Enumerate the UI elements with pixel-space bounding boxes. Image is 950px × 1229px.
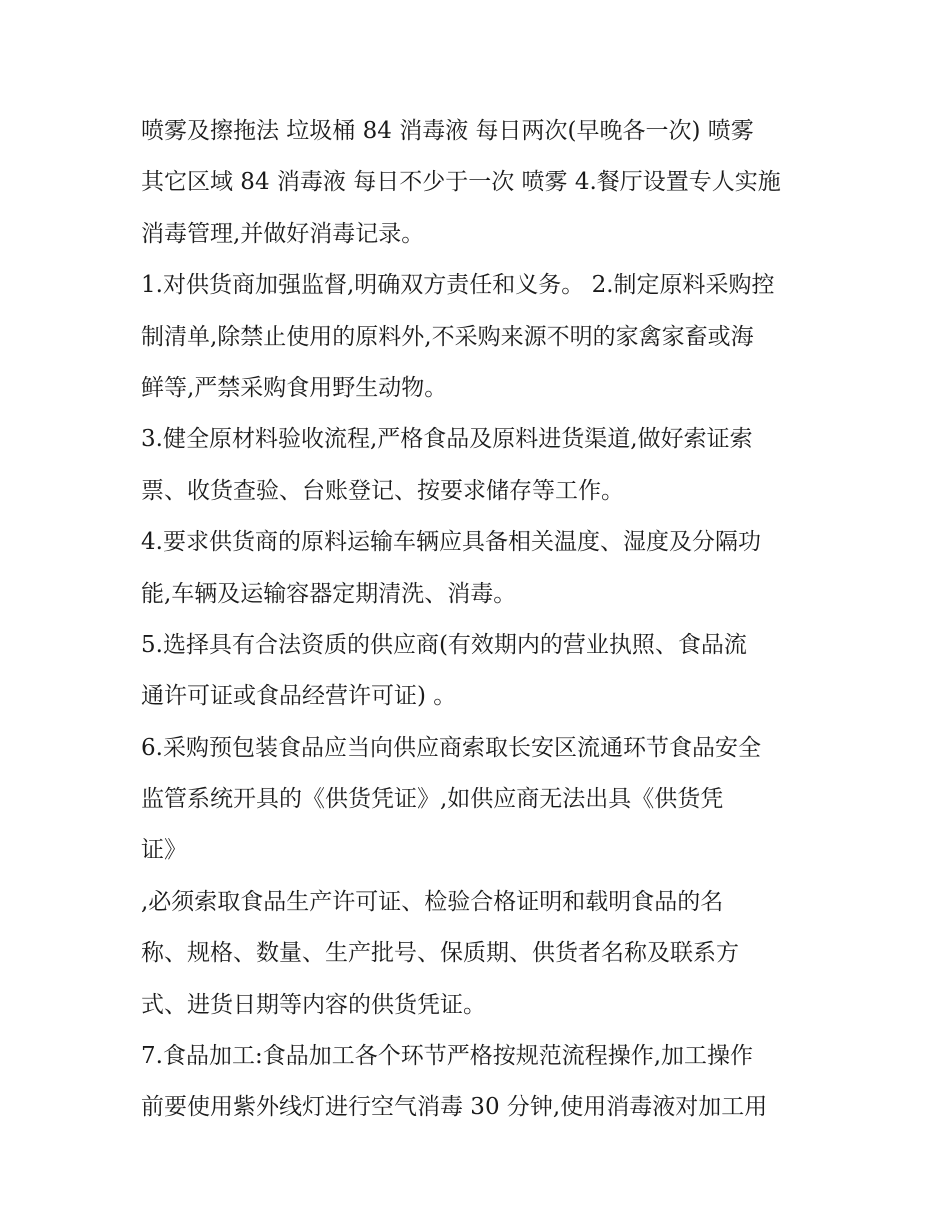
text-line: 5.选择具有合法资质的供应商(有效期内的营业执照、食品流 <box>141 631 747 658</box>
document-body <box>141 106 821 1134</box>
text-line: 6.采购预包装食品应当向供应商索取长安区流通环节食品安全 <box>141 734 761 761</box>
text-line: 4.要求供货商的原料运输车辆应具备相关温度、湿度及分隔功 <box>141 529 761 556</box>
text-line: 前要使用紫外线灯进行空气消毒 30 分钟,使用消毒液对加工用 <box>141 1094 768 1121</box>
text-line: 喷雾及擦拖法 垃圾桶 84 消毒液 每日两次(早晚各一次) 喷雾 <box>141 118 754 144</box>
text-line: 制清单,除禁止使用的原料外,不采购来源不明的家禽家畜或海 <box>141 323 754 350</box>
text-line: ,必须索取食品生产许可证、检验合格证明和载明食品的名 <box>141 888 724 915</box>
text-line: 票、收货查验、台账登记、按要求储存等工作。 <box>141 477 624 504</box>
text-line: 消毒管理,并做好消毒记录。 <box>141 220 425 247</box>
text-line: 7.食品加工:食品加工各个环节严格按规范流程操作,加工操作 <box>141 1043 754 1070</box>
text-line: 式、进货日期等内容的供货凭证。 <box>141 991 486 1018</box>
text-line: 鲜等,严禁采购食用野生动物。 <box>141 374 448 401</box>
text-line: 1.对供货商加强监督,明确双方责任和义务。 2.制定原料采购控 <box>141 272 775 299</box>
text-line: 3.健全原材料验收流程,严格食品及原料进货渠道,做好索证索 <box>141 426 753 453</box>
text-line: 证》 <box>141 837 187 864</box>
text-line: 通许可证或食品经营许可证) 。 <box>141 683 457 710</box>
text-line: 其它区域 84 消毒液 每日不少于一次 喷雾 4.餐厅设置专人实施 <box>141 169 781 196</box>
text-line: 称、规格、数量、生产批号、保质期、供货者名称及联系方 <box>141 940 739 967</box>
text-line: 能,车辆及运输容器定期清洗、消毒。 <box>141 580 517 607</box>
text-line: 监管系统开具的《供货凭证》,如供应商无法出具《供货凭 <box>141 786 724 813</box>
